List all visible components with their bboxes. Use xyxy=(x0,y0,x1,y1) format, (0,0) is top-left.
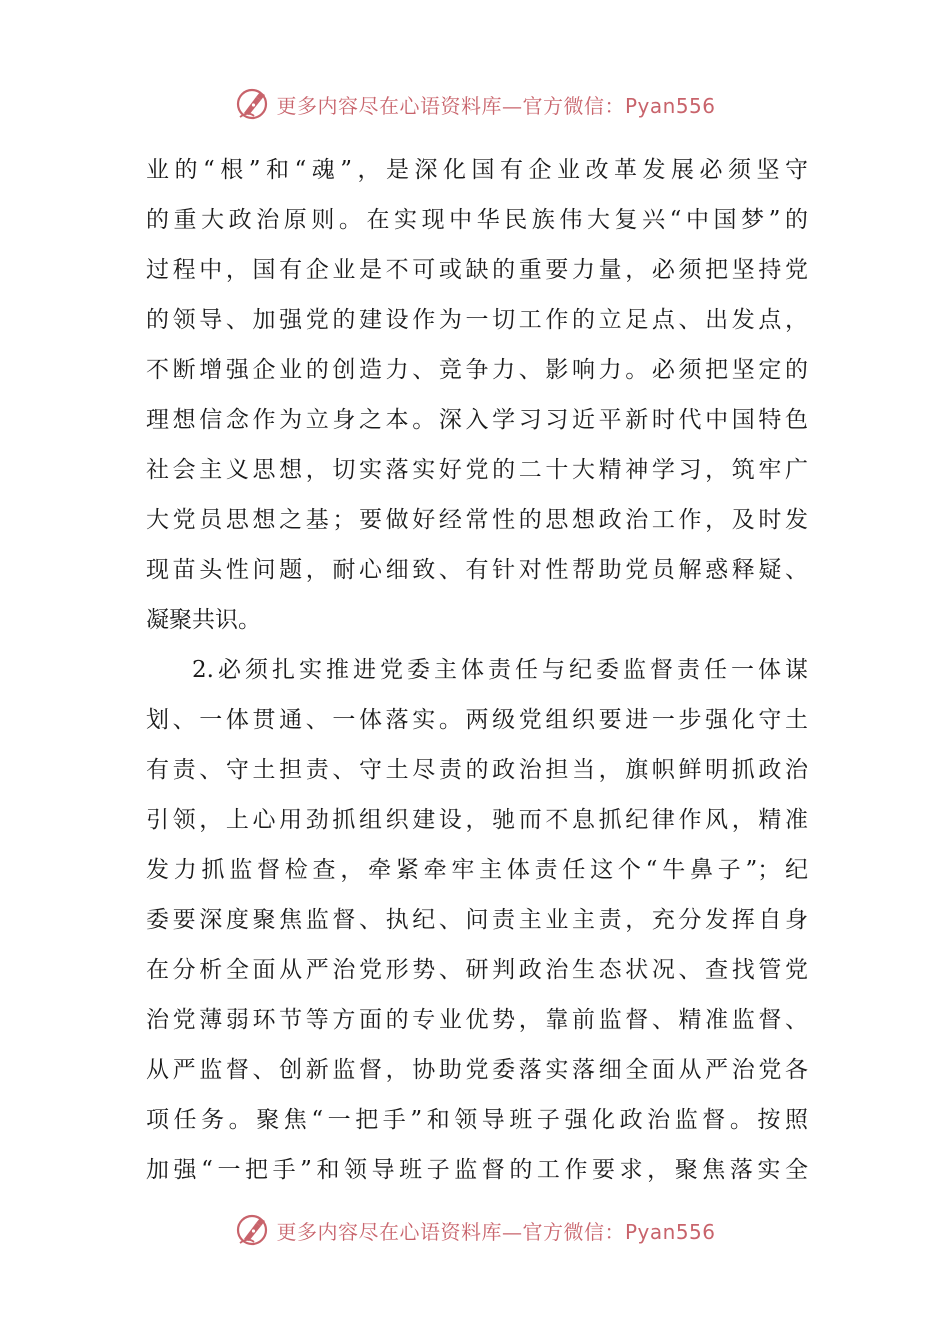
body-line: 过程中，国有企业是不可或缺的重要力量，必须把坚持党 xyxy=(146,257,808,283)
body-line: 的领导、加强党的建设作为一切工作的立足点、出发点， xyxy=(146,307,808,333)
header-wechat-id: Pyan556 xyxy=(624,93,716,118)
body-line: 划、一体贯通、一体落实。两级党组织要进一步强化守土 xyxy=(146,707,808,733)
body-line: 大党员思想之基；要做好经常性的思想政治工作，及时发 xyxy=(146,507,808,533)
body-line: 在分析全面从严治党形势、研判政治生态状况、查找管党 xyxy=(146,957,808,983)
body-line: 发力抓监督检查，牵紧牵牢主体责任这个“牛鼻子”；纪 xyxy=(146,857,808,883)
body-line: 引领，上心用劲抓组织建设，驰而不息抓纪律作风，精准 xyxy=(146,807,808,833)
body-line: 有责、守土担责、守土尽责的政治担当，旗帜鲜明抓政治 xyxy=(146,757,808,783)
header-banner-label: 更多内容尽在心语资料库—官方微信： xyxy=(276,93,625,118)
footer-banner-text xyxy=(276,1216,715,1245)
pen-nib-logo-icon xyxy=(234,86,270,122)
body-line: 不断增强企业的创造力、竞争力、影响力。必须把坚定的 xyxy=(146,357,808,383)
body-line: 现苗头性问题，耐心细致、有针对性帮助党员解惑释疑、 xyxy=(146,557,808,583)
document-body xyxy=(146,145,808,1195)
footer-banner-label: 更多内容尽在心语资料库—官方微信： xyxy=(276,1219,625,1244)
body-line: 理想信念作为立身之本。深入学习习近平新时代中国特色 xyxy=(146,407,808,433)
body-line: 从严监督、创新监督，协助党委落实落细全面从严治党各 xyxy=(146,1057,808,1083)
body-line: 社会主义思想，切实落实好党的二十大精神学习，筑牢广 xyxy=(146,457,808,483)
body-line: 业的“根”和“魂”，是深化国有企业改革发展必须坚守 xyxy=(146,157,808,183)
body-line: 凝聚共识。 xyxy=(146,607,261,633)
header-banner xyxy=(0,82,950,126)
body-line: 的重大政治原则。在实现中华民族伟大复兴“中国梦”的 xyxy=(146,207,808,233)
pen-nib-logo-icon xyxy=(234,1212,270,1248)
footer-wechat-id: Pyan556 xyxy=(624,1219,716,1244)
body-line-paragraph-start: 2.必须扎实推进党委主体责任与纪委监督责任一体谋 xyxy=(192,657,808,683)
body-line: 项任务。聚焦“一把手”和领导班子强化政治监督。按照 xyxy=(146,1107,808,1133)
footer-banner xyxy=(0,1208,950,1252)
body-line: 加强“一把手”和领导班子监督的工作要求，聚焦落实全 xyxy=(146,1157,808,1183)
body-line: 委要深度聚焦监督、执纪、问责主业主责，充分发挥自身 xyxy=(146,907,808,933)
header-banner-text xyxy=(276,90,715,119)
body-line: 治党薄弱环节等方面的专业优势，靠前监督、精准监督、 xyxy=(146,1007,808,1033)
